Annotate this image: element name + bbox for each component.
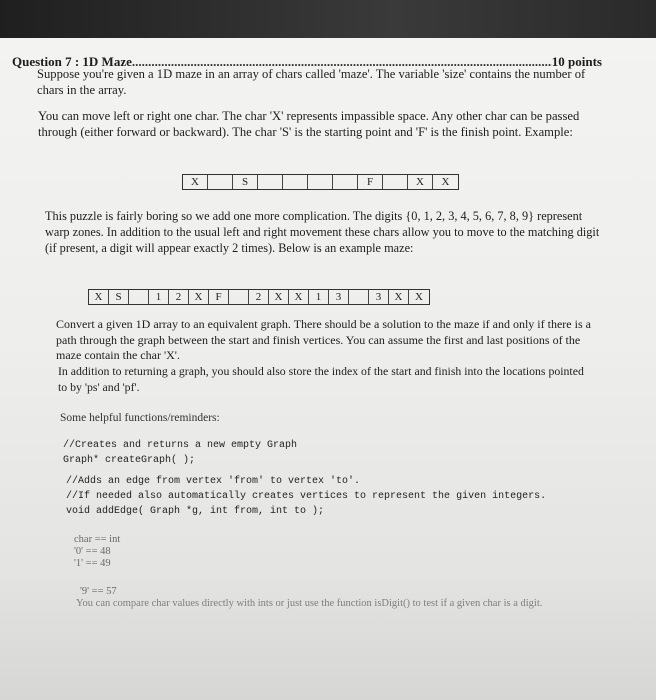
add-edge-code: //Adds an edge from vertex 'from' to vertex 'to'. //If needed also automatically creates vertices to represent the given integers. void addEdge( Graph *g, int from, int to );: [66, 476, 547, 517]
question-points: 10 points: [551, 54, 602, 69]
start-finish-paragraph: In addition to returning a graph, you should also store the index of the start and finish into the locations pointed to by 'ps' and 'pf'.: [58, 364, 584, 394]
maze-cell: 2: [249, 290, 269, 304]
maze-cell: X: [389, 290, 409, 304]
compare-reminder: You can compare char values directly with ints or just use the function isDigit() to test if a given char is a digit.: [76, 598, 543, 609]
create-graph-code: //Creates and returns a new empty Graph Graph* createGraph( );: [63, 440, 298, 466]
maze-cell: [129, 290, 149, 304]
maze-cell: X: [415, 291, 423, 303]
maze-cell: X: [89, 290, 109, 304]
nine-reminder: '9' == 57: [80, 586, 117, 597]
maze-cell: X: [289, 290, 309, 304]
maze-cell: 1: [309, 290, 329, 304]
maze-cell: [283, 175, 308, 189]
question-label: Question 7 : 1D Maze: [12, 54, 132, 69]
maze-cell: X: [189, 290, 209, 304]
convert-paragraph: Convert a given 1D array to an equivalent graph. There should be a solution to the maze if and only if there is a path through the graph between the start and finish vertices. You can assume the first and last positions of the maze contain the char 'X'.: [56, 317, 591, 362]
maze-cell: [349, 290, 369, 304]
example-maze-warp: [88, 289, 430, 305]
example-maze-simple: [182, 174, 459, 190]
worksheet-page: [0, 38, 656, 700]
maze-cell: X: [183, 175, 208, 189]
background-surface: [0, 0, 656, 40]
maze-cell: [383, 175, 408, 189]
maze-cell: [258, 175, 283, 189]
maze-cell: 2: [169, 290, 189, 304]
maze-cell: 3: [329, 290, 349, 304]
maze-cell: S: [109, 290, 129, 304]
warp-paragraph: This puzzle is fairly boring so we add one more complication. The digits {0, 1, 2, 3, 4, 5, 6, 7, 8, 9} represent warp zones. In addition to the usual left and right movement these chars allow you to move to the matching digit (if present, a digit will appear exactly 2 times). Below is an example maze:: [45, 209, 600, 255]
maze-cell: X: [408, 175, 433, 189]
maze-cell: [208, 175, 233, 189]
maze-cell: 1: [149, 290, 169, 304]
maze-cell: S: [233, 175, 258, 189]
maze-cell: [229, 290, 249, 304]
maze-cell: [333, 175, 358, 189]
maze-cell: F: [209, 290, 229, 304]
helpers-heading: Some helpful functions/reminders:: [60, 412, 220, 424]
maze-cell: F: [358, 175, 383, 189]
char-int-reminder: char == int '0' == 48 '1' == 49: [74, 534, 121, 569]
intro-paragraph: Suppose you're given a 1D maze in an array of chars called 'maze'. The variable 'size' contains the number of chars in the array.: [37, 67, 586, 97]
movement-paragraph: You can move left or right one char. The char 'X' represents impassible space. Any other char can be passed through (either forward or backward). The char 'S' is the starting point and 'F' is the finish point. Example:: [38, 109, 580, 139]
maze-cell: 3: [369, 290, 389, 304]
maze-cell: X: [269, 290, 289, 304]
maze-cell: X: [441, 176, 450, 188]
maze-cell: [308, 175, 333, 189]
